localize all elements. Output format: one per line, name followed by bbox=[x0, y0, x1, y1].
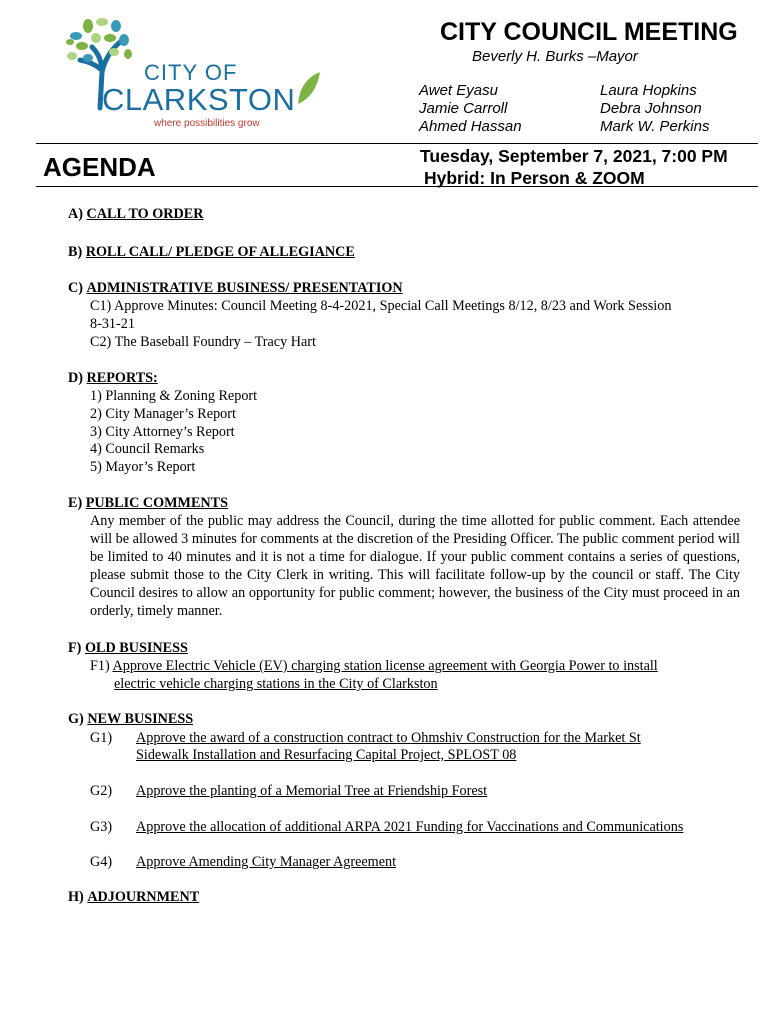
agenda-subitem-c2: C2) The Baseball Foundry – Tracy Hart bbox=[90, 334, 316, 350]
agenda-item-h: H) ADJOURNMENT bbox=[68, 889, 200, 905]
report-item: 5) Mayor’s Report bbox=[90, 459, 196, 475]
agenda-heading-new-business: NEW BUSINESS bbox=[87, 711, 194, 727]
agenda-label-g3: G3) bbox=[90, 819, 113, 835]
agenda-subitem-g1: Approve the award of a construction contract to Ohmshiv Construction for the Market St bbox=[136, 730, 641, 746]
page-title: CITY COUNCIL MEETING bbox=[440, 18, 738, 46]
leaf-icon bbox=[294, 68, 324, 108]
agenda-heading: AGENDA bbox=[43, 152, 156, 182]
divider-top bbox=[36, 143, 758, 144]
agenda-label-g2: G2) bbox=[90, 783, 113, 799]
agenda-heading-reports: REPORTS: bbox=[86, 370, 158, 386]
agenda-subitem-g3: Approve the allocation of additional ARPA 2021 Funding for Vaccinations and Communications bbox=[136, 819, 684, 835]
agenda-item-a: A) CALL TO ORDER bbox=[68, 206, 204, 222]
agenda-heading-public-comments: PUBLIC COMMENTS bbox=[85, 495, 229, 511]
agenda-heading-adjournment: ADJOURNMENT bbox=[87, 889, 200, 905]
agenda-subitem-c1: C1) Approve Minutes: Council Meeting 8-4-2021, Special Call Meetings 8/12, 8/23 and Work Session bbox=[90, 298, 672, 314]
public-comments-text: Any member of the public may address the Council, during the time allotted for public comment. Each attendee will be allowed 3 minutes for comments at the discretion of the Presiding Officer. The public comment period will be limited to 40 minutes and it is not a time for dialogue. If your public comment contains a series of questions, please submit those to the City Clerk in writing. This will facilitate follow-up by the council or staff. The City Council desires to allow an opportunity for public comment; however, the business of the City must proceed in an orderly, timely manner. bbox=[90, 513, 740, 619]
mayor-name: Beverly H. Burks –Mayor bbox=[472, 48, 638, 65]
agenda-item-c: C) ADMINISTRATIVE BUSINESS/ PRESENTATION bbox=[68, 280, 403, 296]
meeting-mode: Hybrid: In Person & ZOOM bbox=[424, 168, 645, 188]
council-member: Laura Hopkins bbox=[600, 82, 697, 99]
divider-bottom bbox=[36, 186, 758, 187]
agenda-item-b: B) ROLL CALL/ PLEDGE OF ALLEGIANCE bbox=[68, 244, 355, 260]
city-logo bbox=[62, 12, 322, 132]
agenda-heading-old-business: OLD BUSINESS bbox=[84, 640, 188, 656]
agenda-subitem-g4: Approve Amending City Manager Agreement bbox=[136, 854, 397, 870]
agenda-heading-call-to-order: CALL TO ORDER bbox=[86, 206, 204, 222]
agenda-heading-roll-call: ROLL CALL/ PLEDGE OF ALLEGIANCE bbox=[85, 244, 355, 260]
agenda-subitem-g1-cont: Sidewalk Installation and Resurfacing Capital Project, SPLOST 08 bbox=[136, 747, 517, 763]
report-item: 4) Council Remarks bbox=[90, 441, 205, 457]
agenda-item-f: F) OLD BUSINESS bbox=[68, 640, 188, 656]
council-member: Debra Johnson bbox=[600, 100, 702, 117]
logo-clarkston: CLARKSTON bbox=[102, 82, 296, 117]
report-item: 3) City Attorney’s Report bbox=[90, 424, 235, 440]
agenda-subitem-f1-cont: electric vehicle charging stations in the City of Clarkston bbox=[114, 676, 438, 692]
agenda-label-g1: G1) bbox=[90, 730, 113, 746]
agenda-item-e: E) PUBLIC COMMENTS bbox=[68, 495, 229, 511]
council-members-left bbox=[419, 82, 522, 136]
logo-tagline: where possibilities grow bbox=[154, 118, 260, 129]
council-member: Ahmed Hassan bbox=[419, 118, 522, 135]
agenda-label-g4: G4) bbox=[90, 854, 113, 870]
report-item: 2) City Manager’s Report bbox=[90, 406, 236, 422]
logo-city-of: CITY OF bbox=[144, 60, 238, 85]
council-member: Jamie Carroll bbox=[419, 100, 508, 117]
agenda-item-g: G) NEW BUSINESS bbox=[68, 711, 194, 727]
agenda-subitem-c1-cont: 8-31-21 bbox=[90, 316, 135, 332]
agenda-heading-admin-business: ADMINISTRATIVE BUSINESS/ PRESENTATION bbox=[86, 280, 403, 296]
council-member: Awet Eyasu bbox=[419, 82, 498, 99]
agenda-subitem-f1: F1) Approve Electric Vehicle (EV) charging station license agreement with Georgia Power to install bbox=[90, 658, 658, 674]
council-member: Mark W. Perkins bbox=[600, 118, 710, 135]
meeting-date-time: Tuesday, September 7, 2021, 7:00 PM bbox=[420, 146, 728, 166]
agenda-item-d: D) REPORTS: bbox=[68, 370, 158, 386]
agenda-subitem-g2: Approve the planting of a Memorial Tree at Friendship Forest bbox=[136, 783, 488, 799]
council-members-right bbox=[600, 82, 709, 136]
report-item: 1) Planning & Zoning Report bbox=[90, 388, 258, 404]
